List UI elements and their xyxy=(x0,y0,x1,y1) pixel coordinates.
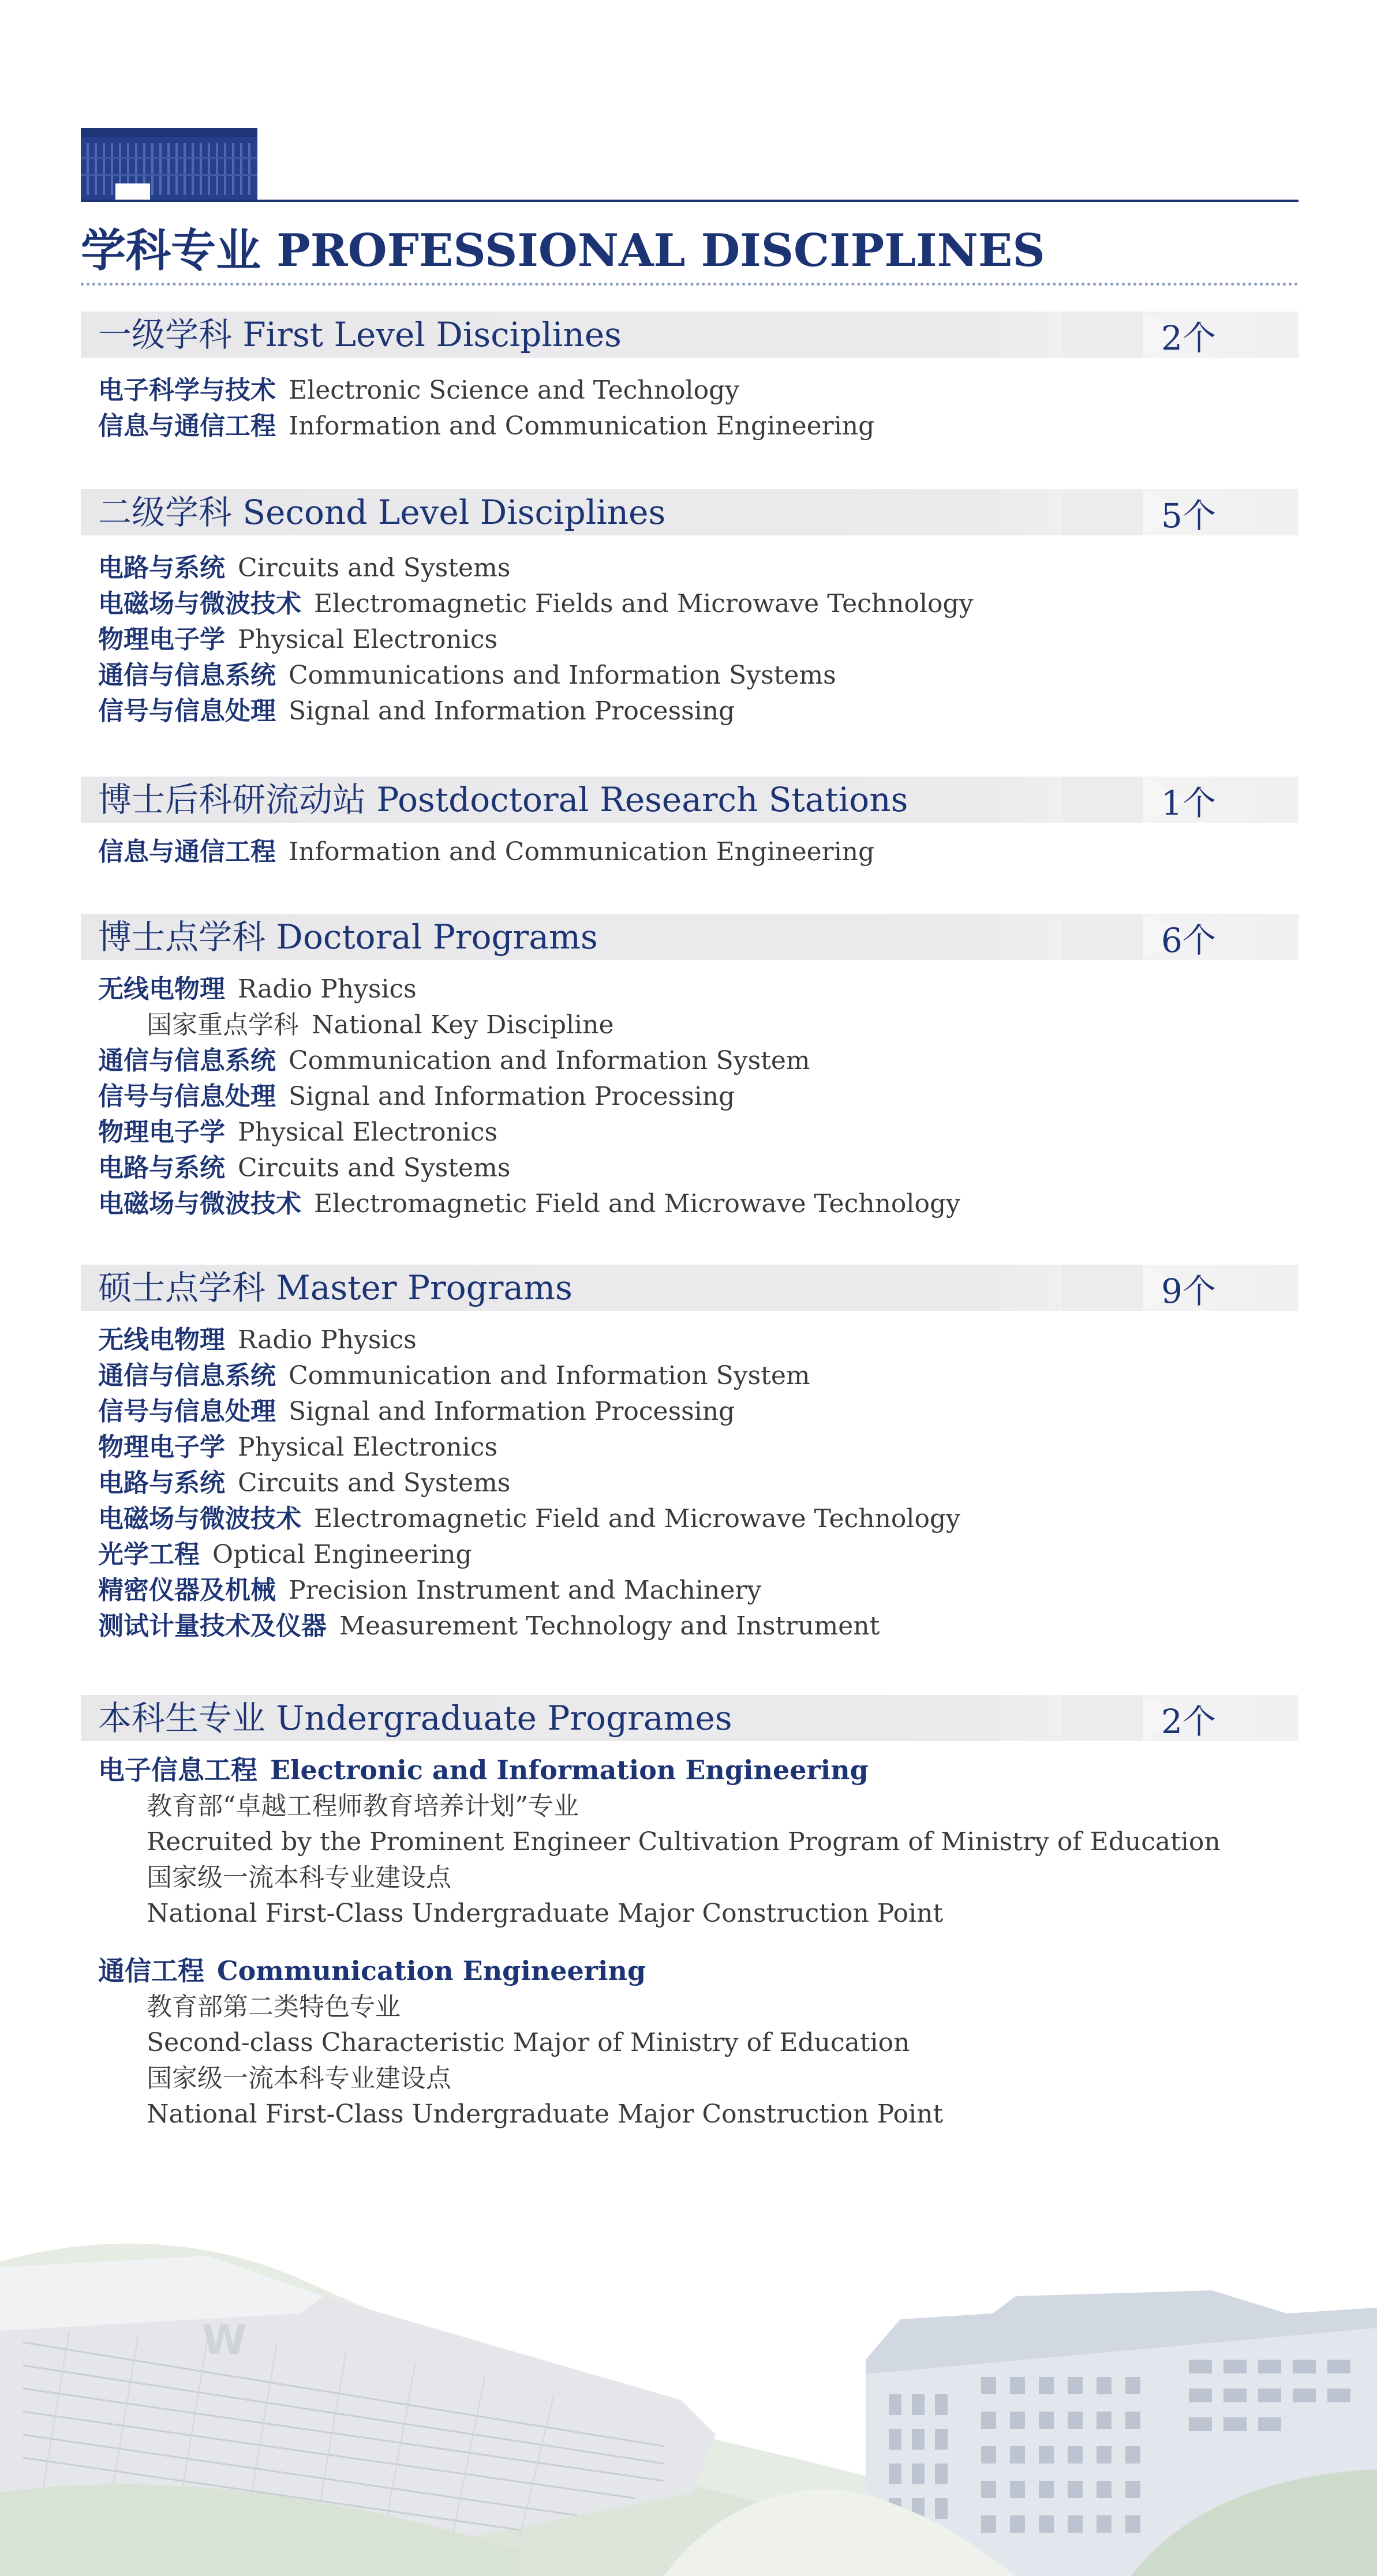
list-item xyxy=(98,658,1299,693)
major-cn: 通信工程 xyxy=(98,1955,204,1986)
list-item xyxy=(98,373,1299,408)
item-cn: 物理电子学 xyxy=(98,625,225,654)
item-en: Precision Instrument and Machinery xyxy=(289,1576,762,1605)
section-band xyxy=(81,1695,1299,1741)
item-cn: 国家重点学科 xyxy=(147,1010,299,1040)
item-cn: 电磁场与微波技术 xyxy=(98,589,301,618)
major-cn: 电子信息工程 xyxy=(98,1754,257,1786)
item-en: Electronic Science and Technology xyxy=(289,376,740,405)
item-cn: 信息与通信工程 xyxy=(98,837,276,867)
major-heading xyxy=(98,1752,1299,1788)
list-item xyxy=(98,1608,1299,1644)
section-title: 本科生专业 Undergraduate Programes xyxy=(98,1698,732,1738)
list-item xyxy=(98,1358,1299,1394)
section-title: 二级学科 Second Level Disciplines xyxy=(98,493,666,532)
item-cn: 无线电物理 xyxy=(98,974,225,1004)
major-note: 国家级一流本科专业建设点 xyxy=(147,1863,451,1892)
item-cn: 通信与信息系统 xyxy=(98,661,276,690)
major-note: National First-Class Undergraduate Major Construction Point xyxy=(147,1899,944,1928)
title-divider xyxy=(81,283,1299,286)
major-note: National First-Class Undergraduate Major Construction Point xyxy=(147,2099,944,2129)
item-en: Measurement Technology and Instrument xyxy=(339,1611,880,1641)
section-postdoctoral xyxy=(81,777,1299,870)
item-en: Radio Physics xyxy=(238,974,417,1004)
major-note: Recruited by the Prominent Engineer Cultivation Program of Ministry of Education xyxy=(147,1827,1221,1857)
major-heading xyxy=(98,1952,1299,1989)
header-rule xyxy=(81,200,1299,202)
item-cn: 通信与信息系统 xyxy=(98,1046,276,1075)
section-first-level xyxy=(81,312,1299,444)
list-item xyxy=(98,1465,1299,1501)
item-en: Circuits and Systems xyxy=(238,553,511,583)
list-item xyxy=(98,972,1299,1007)
list-item xyxy=(98,1186,1299,1222)
section-master xyxy=(81,1265,1299,1644)
item-en: National Key Discipline xyxy=(312,1010,614,1040)
item-en: Information and Communication Engineering xyxy=(289,411,875,441)
item-en: Physical Electronics xyxy=(238,1118,498,1147)
section-count: 9个 xyxy=(1161,1272,1216,1311)
major-note: 国家级一流本科专业建设点 xyxy=(147,2064,451,2093)
section-second-level xyxy=(81,489,1299,729)
header-building-icon xyxy=(81,128,257,201)
item-cn: 精密仪器及机械 xyxy=(98,1576,276,1605)
item-en: Communication and Information System xyxy=(289,1361,810,1390)
section-band xyxy=(81,914,1299,960)
item-en: Circuits and Systems xyxy=(238,1468,511,1498)
item-en: Communication and Information System xyxy=(289,1046,810,1075)
item-cn: 物理电子学 xyxy=(98,1433,225,1462)
list-item xyxy=(98,1394,1299,1430)
section-band xyxy=(81,489,1299,535)
item-cn: 光学工程 xyxy=(98,1540,200,1569)
major-note: 教育部“卓越工程师教育培养计划”专业 xyxy=(147,1791,579,1821)
section-count: 2个 xyxy=(1161,1702,1216,1741)
item-en: Radio Physics xyxy=(238,1325,417,1355)
item-en: Communications and Information Systems xyxy=(289,661,836,690)
item-cn: 信号与信息处理 xyxy=(98,696,276,726)
major-note: Second-class Characteristic Major of Ministry of Education xyxy=(147,2028,910,2057)
section-band xyxy=(81,777,1299,823)
list-item xyxy=(98,1537,1299,1573)
list-item xyxy=(98,586,1299,622)
item-en: Signal and Information Processing xyxy=(289,1397,735,1426)
item-cn: 测试计量技术及仪器 xyxy=(98,1611,327,1641)
item-cn: 电路与系统 xyxy=(98,1468,225,1498)
section-title: 博士点学科 Doctoral Programs xyxy=(98,917,598,957)
item-cn: 信号与信息处理 xyxy=(98,1397,276,1426)
section-count: 6个 xyxy=(1161,921,1216,960)
section-count: 5个 xyxy=(1161,496,1216,535)
item-cn: 物理电子学 xyxy=(98,1118,225,1147)
major-note: 教育部第二类特色专业 xyxy=(147,1992,401,2022)
item-en: Optical Engineering xyxy=(212,1540,472,1569)
list-item xyxy=(98,1430,1299,1465)
list-item xyxy=(98,408,1299,444)
item-cn: 电路与系统 xyxy=(98,1153,225,1183)
item-en: Physical Electronics xyxy=(238,1433,498,1462)
list-item xyxy=(98,693,1299,729)
list-item xyxy=(98,1150,1299,1186)
list-item xyxy=(98,1573,1299,1608)
major-en: Electronic and Information Engineering xyxy=(270,1754,869,1786)
item-cn: 通信与信息系统 xyxy=(98,1361,276,1390)
item-cn: 信号与信息处理 xyxy=(98,1082,276,1111)
item-en: Signal and Information Processing xyxy=(289,1082,735,1111)
item-en: Electromagnetic Fields and Microwave Technology xyxy=(314,589,974,618)
item-en: Electromagnetic Field and Microwave Technology xyxy=(314,1504,960,1533)
list-item-note xyxy=(98,1007,1299,1043)
list-item xyxy=(98,1043,1299,1079)
list-item xyxy=(98,1115,1299,1150)
major-en: Communication Engineering xyxy=(217,1955,646,1986)
item-en: Physical Electronics xyxy=(238,625,498,654)
svg-text:W: W xyxy=(202,2316,247,2364)
item-en: Circuits and Systems xyxy=(238,1153,511,1183)
section-doctoral xyxy=(81,914,1299,1222)
item-cn: 电子科学与技术 xyxy=(98,376,276,405)
list-item xyxy=(98,1322,1299,1358)
list-item xyxy=(98,622,1299,658)
item-en: Electromagnetic Field and Microwave Technology xyxy=(314,1189,960,1218)
page-title: 学科专业 PROFESSIONAL DISCIPLINES xyxy=(81,224,1045,277)
item-en: Information and Communication Engineering xyxy=(289,837,875,867)
list-item xyxy=(98,550,1299,586)
item-en: Signal and Information Processing xyxy=(289,696,735,726)
item-cn: 电磁场与微波技术 xyxy=(98,1189,301,1218)
section-title: 博士后科研流动站 Postdoctoral Research Stations xyxy=(98,780,908,819)
section-band xyxy=(81,312,1299,358)
list-item xyxy=(98,1079,1299,1115)
item-cn: 信息与通信工程 xyxy=(98,411,276,441)
section-count: 2个 xyxy=(1161,318,1216,358)
list-item xyxy=(98,834,1299,870)
section-title: 一级学科 First Level Disciplines xyxy=(98,315,622,354)
list-item xyxy=(98,1501,1299,1537)
section-title: 硕士点学科 Master Programs xyxy=(98,1268,572,1307)
item-cn: 无线电物理 xyxy=(98,1325,225,1355)
section-undergraduate xyxy=(81,1695,1299,2132)
item-cn: 电磁场与微波技术 xyxy=(98,1504,301,1533)
section-band xyxy=(81,1265,1299,1311)
campus-buildings-illustration xyxy=(0,2227,1377,2576)
section-count: 1个 xyxy=(1161,783,1216,823)
item-cn: 电路与系统 xyxy=(98,553,225,583)
